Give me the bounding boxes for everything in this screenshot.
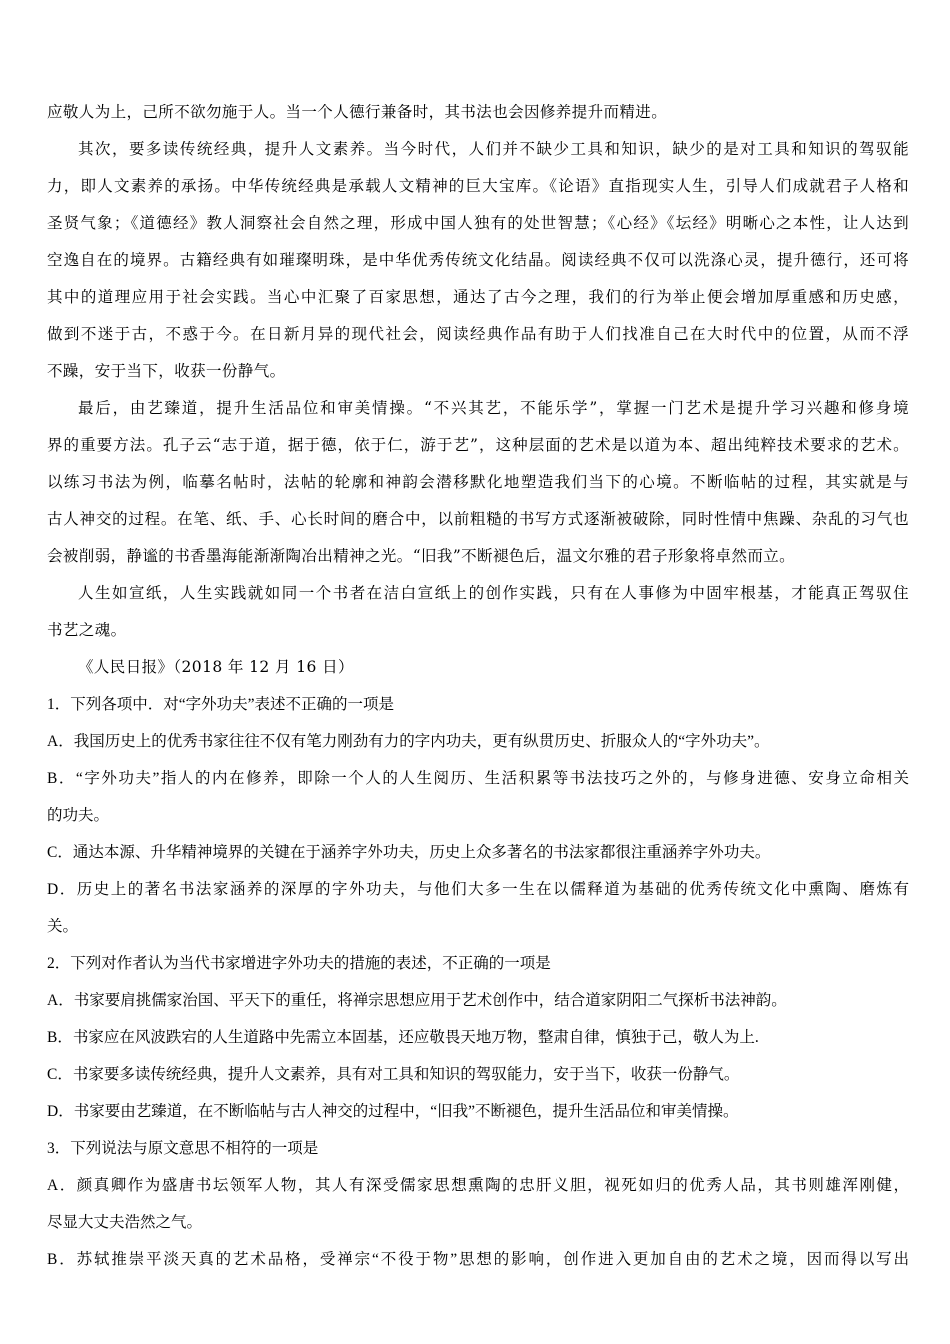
passage-line: 力，即人文素养的承扬。中华传统经典是承载人文精神的巨大宝库。《论语》直指现实人生，引导人们成就君子人格和 bbox=[47, 177, 909, 195]
question-line: A．书家要肩挑儒家治国、平天下的重任，将禅宗思想应用于艺术创作中，结合道家阴阳二气探析书法神韵。 bbox=[47, 992, 787, 1009]
document-page bbox=[47, 94, 909, 1278]
question-line: 的功夫。 bbox=[47, 807, 110, 824]
passage-line: 书艺之魂。 bbox=[47, 621, 127, 639]
questions bbox=[47, 686, 909, 1278]
passage-line: 其次，要多读传统经典，提升人文素养。当今时代，人们并不缺少工具和知识，缺少的是对工具和知识的驾驭能 bbox=[78, 140, 909, 158]
question-line: D．书家要由艺臻道，在不断临帖与古人神交的过程中，“旧我”不断褪色，提升生活品位和审美情操。 bbox=[47, 1103, 739, 1120]
question-line: A．颜真卿作为盛唐书坛领军人物，其人有深受儒家思想熏陶的忠肝义胆，视死如归的优秀人品，其书则雄浑刚健， bbox=[47, 1177, 909, 1194]
passage-line: 做到不迷于古，不惑于今。在日新月异的现代社会，阅读经典作品有助于人们找准自己在大时代中的位置，从而不浮 bbox=[47, 325, 909, 343]
passage-line: 应敬人为上，己所不欲勿施于人。当一个人德行兼备时，其书法也会因修养提升而精进。 bbox=[47, 103, 668, 121]
passage-line: 人生如宣纸，人生实践就如同一个书者在洁白宣纸上的创作实践，只有在人事修为中固牢根基，才能真正驾驭住 bbox=[78, 584, 909, 602]
passage-line: 最后，由艺臻道，提升生活品位和审美情操。“不兴其艺，不能乐学”，掌握一门艺术是提升学习兴趣和修身境 bbox=[78, 399, 909, 417]
passage-line: 会被削弱，静谧的书香墨海能渐渐陶冶出精神之光。“旧我”不断褪色后，温文尔雅的君子形象将卓然而立。 bbox=[47, 547, 796, 565]
question-line: 1．下列各项中．对“字外功夫”表述不正确的一项是 bbox=[47, 696, 395, 713]
source-citation: 《人民日报》（2018 年 12 月 16 日） bbox=[78, 658, 354, 676]
question-line: B．“字外功夫”指人的内在修养，即除一个人的人生阅历、生活积累等书法技巧之外的，与修身进德、安身立命相关 bbox=[47, 770, 909, 787]
question-line: C．通达本源、升华精神境界的关键在于涵养字外功夫，历史上众多著名的书法家都很注重涵养字外功夫。 bbox=[47, 844, 771, 861]
passage-line: 以练习书法为例，临摹名帖时，法帖的轮廓和神韵会潜移默化地塑造我们当下的心境。不断临帖的过程，其实就是与 bbox=[47, 473, 909, 491]
question-line: B．书家应在风波跌宕的人生道路中先需立本固基，还应敬畏天地万物，整肃自律，慎独于己，敬人为上. bbox=[47, 1029, 759, 1046]
passage-line: 圣贤气象；《道德经》教人洞察社会自然之理，形成中国人独有的处世智慧；《心经》《坛经》明晰心之本性，让人达到 bbox=[47, 214, 909, 232]
question-line: B．苏轼推崇平淡天真的艺术品格，受禅宗“不役于物”思想的影响，创作进入更加自由的艺术之境，因而得以写出 bbox=[47, 1251, 909, 1268]
passage-line: 界的重要方法。孔子云“志于道，据于德，依于仁，游于艺”，这种层面的艺术是以道为本、超出纯粹技术要求的艺术。 bbox=[47, 436, 909, 454]
question-line: 3．下列说法与原文意思不相符的一项是 bbox=[47, 1140, 319, 1157]
question-line: A．我国历史上的优秀书家往往不仅有笔力刚劲有力的字内功夫，更有纵贯历史、折服众人的“字外功夫”。 bbox=[47, 733, 770, 750]
passage-line: 空逸自在的境界。古籍经典有如璀璨明珠，是中华优秀传统文化结晶。阅读经典不仅可以洗涤心灵，提升德行，还可将 bbox=[47, 251, 909, 269]
question-line: 尽显大丈夫浩然之气。 bbox=[47, 1214, 203, 1231]
question-line: D．历史上的著名书法家涵养的深厚的字外功夫，与他们大多一生在以儒释道为基础的优秀传统文化中熏陶、磨炼有 bbox=[47, 881, 909, 898]
passage-line: 不躁，安于当下，收获一份静气。 bbox=[47, 362, 286, 380]
passage-line: 古人神交的过程。在笔、纸、手、心长时间的磨合中，以前粗糙的书写方式逐渐被破除，同时性情中焦躁、杂乱的习气也 bbox=[47, 510, 909, 528]
question-line: 关。 bbox=[47, 918, 79, 935]
passage bbox=[47, 94, 909, 649]
question-line: C．书家要多读传统经典，提升人文素养，具有对工具和知识的驾驭能力，安于当下，收获一份静气。 bbox=[47, 1066, 740, 1083]
question-line: 2．下列对作者认为当代书家增进字外功夫的措施的表述，不正确的一项是 bbox=[47, 955, 551, 972]
passage-line: 其中的道理应用于社会实践。当心中汇聚了百家思想，通达了古今之理，我们的行为举止便会增加厚重感和历史感， bbox=[47, 288, 909, 306]
